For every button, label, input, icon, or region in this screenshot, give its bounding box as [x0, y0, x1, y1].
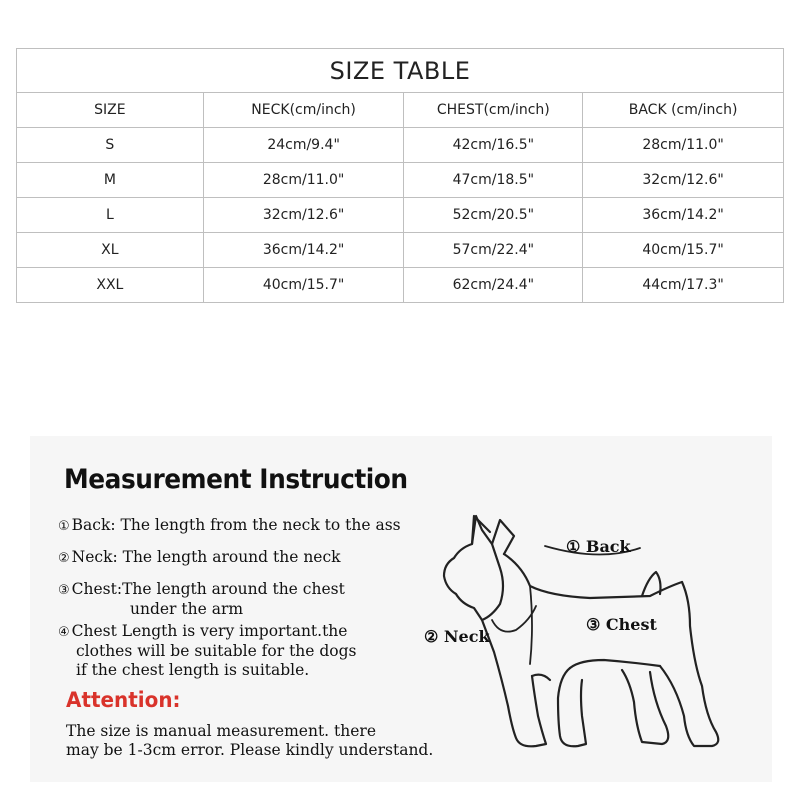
- table-row: [17, 268, 784, 303]
- instruction-number: ②: [58, 551, 70, 566]
- header-size: SIZE: [17, 93, 204, 128]
- size-table: [16, 48, 784, 303]
- cell-chest: 52cm/20.5": [404, 198, 583, 233]
- measurement-title: Measurement Instruction: [64, 464, 408, 495]
- cell-back: 40cm/15.7": [583, 233, 784, 268]
- cell-chest: 47cm/18.5": [404, 163, 583, 198]
- instruction-item-neck: [58, 548, 341, 568]
- instruction-text-cont: clothes will be suitable for the dogs: [76, 642, 357, 660]
- attention-label: Attention:: [66, 688, 181, 712]
- instruction-text: Back: The length from the neck to the ass: [71, 516, 401, 534]
- cell-neck: 24cm/9.4": [203, 128, 404, 163]
- cell-back: 44cm/17.3": [583, 268, 784, 303]
- cell-chest: 57cm/22.4": [404, 233, 583, 268]
- instruction-text-cont: under the arm: [130, 600, 244, 618]
- cell-neck: 36cm/14.2": [203, 233, 404, 268]
- instruction-number: ①: [58, 519, 70, 534]
- instruction-number: ④: [58, 625, 70, 640]
- cell-size: L: [17, 198, 204, 233]
- attention-note-line: The size is manual measurement. there: [66, 722, 376, 740]
- cell-size: XXL: [17, 268, 204, 303]
- cell-chest: 62cm/24.4": [404, 268, 583, 303]
- measurement-panel: [30, 436, 772, 782]
- table-title-row: [17, 49, 784, 93]
- header-back: BACK (cm/inch): [583, 93, 784, 128]
- instruction-item-chest: [58, 580, 345, 619]
- instruction-item-chest-length: [58, 622, 357, 680]
- chest-measure-line: [530, 586, 532, 664]
- table-header-row: [17, 93, 784, 128]
- cell-back: 36cm/14.2": [583, 198, 784, 233]
- neck-measure-line: [492, 606, 536, 632]
- table-row: [17, 198, 784, 233]
- cell-neck: 32cm/12.6": [203, 198, 404, 233]
- cell-chest: 42cm/16.5": [404, 128, 583, 163]
- instruction-text: Chest Length is very important.the: [71, 622, 348, 640]
- instruction-text: Neck: The length around the neck: [71, 548, 341, 566]
- cell-back: 28cm/11.0": [583, 128, 784, 163]
- dog-label-chest: ③ Chest: [586, 615, 657, 634]
- table-row: [17, 163, 784, 198]
- table-title: SIZE TABLE: [17, 49, 784, 93]
- instruction-number: ③: [58, 583, 70, 598]
- attention-note-line: may be 1-3cm error. Please kindly understand.: [66, 741, 434, 759]
- instruction-item-back: [58, 516, 401, 536]
- dog-label-back: ① Back: [566, 537, 631, 556]
- cell-size: S: [17, 128, 204, 163]
- cell-neck: 28cm/11.0": [203, 163, 404, 198]
- cell-size: XL: [17, 233, 204, 268]
- cell-back: 32cm/12.6": [583, 163, 784, 198]
- header-neck: NECK(cm/inch): [203, 93, 404, 128]
- instruction-text: Chest:The length around the chest: [71, 580, 345, 598]
- cell-neck: 40cm/15.7": [203, 268, 404, 303]
- instruction-text-cont: if the chest length is suitable.: [76, 661, 310, 679]
- cell-size: M: [17, 163, 204, 198]
- table-row: [17, 128, 784, 163]
- dog-label-neck: ② Neck: [424, 627, 490, 646]
- table-row: [17, 233, 784, 268]
- header-chest: CHEST(cm/inch): [404, 93, 583, 128]
